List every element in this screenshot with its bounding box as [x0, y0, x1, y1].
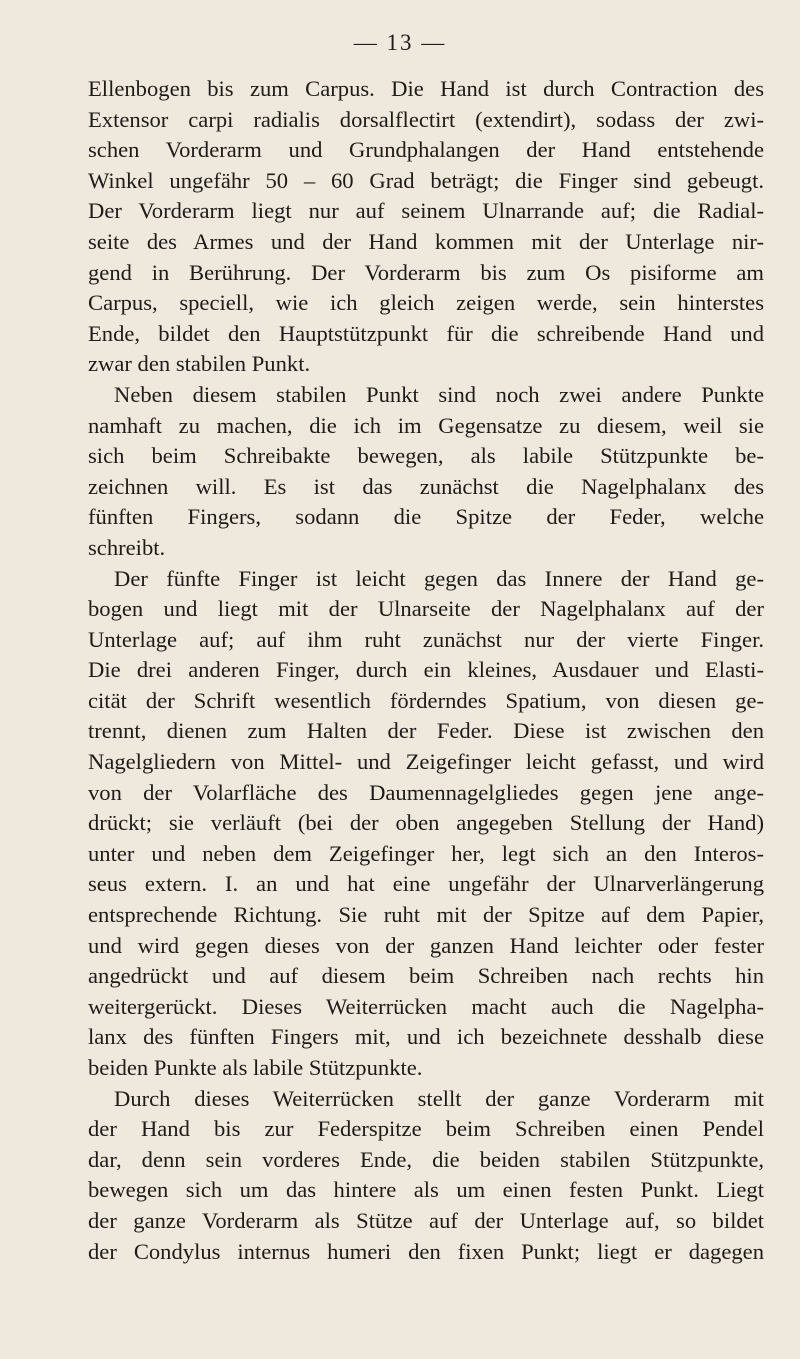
text-line: unter und neben dem Zeigefinger her, legt sich an den Interos-: [88, 840, 764, 866]
text-line: namhaft zu machen, die ich im Gegensatze zu diesem, weil sie: [88, 412, 764, 438]
text-line: von der Volarfläche des Daumennagelgliedes gegen jene ange-: [88, 779, 764, 805]
text-line: weitergerückt. Dieses Weiterrücken macht auch die Nagelpha-: [88, 993, 764, 1019]
text-line: Ellenbogen bis zum Carpus. Die Hand ist durch Contraction des: [88, 76, 764, 101]
text-line: sich beim Schreibakte bewegen, als labile Stützpunkte be-: [88, 443, 764, 469]
text-line: seus extern. I. an und hat eine ungefähr der Ulnarverlängerung: [88, 871, 764, 897]
text-line: Der fünfte Finger ist leicht gegen das Innere der Hand ge-: [114, 565, 764, 591]
text-line: Durch dieses Weiterrücken stellt der ganze Vorderarm mit: [114, 1085, 764, 1111]
text-line: zwar den stabilen Punkt.: [88, 351, 311, 377]
text-line: beiden Punkte als labile Stützpunkte.: [88, 1055, 423, 1080]
page-number: — 13 —: [353, 30, 447, 55]
text-line: Neben diesem stabilen Punkt sind noch zwei andere Punkte: [114, 381, 764, 407]
text-line: der ganze Vorderarm als Stütze auf der Unterlage auf, so bildet: [88, 1207, 764, 1233]
text-line: gend in Berührung. Der Vorderarm bis zum Os pisiforme am: [88, 259, 764, 285]
text-line: Die drei anderen Finger, durch ein kleines, Ausdauer und Elasti-: [88, 657, 764, 683]
text-line: bewegen sich um das hintere als um einen festen Punkt. Liegt: [88, 1177, 764, 1203]
text-line: Carpus, speciell, wie ich gleich zeigen werde, sein hinterstes: [88, 290, 764, 316]
text-line: Der Vorderarm liegt nur auf seinem Ulnarrande auf; die Radial-: [88, 198, 764, 224]
text-line: der Condylus internus humeri den fixen Punkt; liegt er dagegen: [88, 1238, 764, 1264]
text-line: und wird gegen dieses von der ganzen Hand leichter oder fester: [88, 932, 764, 958]
body-text: [88, 74, 764, 1267]
text-line: Nagelgliedern von Mittel- und Zeigefinger leicht gefasst, und wird: [88, 749, 764, 775]
text-line: Extensor carpi radialis dorsalflectirt (extendirt), sodass der zwi-: [88, 106, 764, 132]
text-line: Unterlage auf; auf ihm ruht zunächst nur der vierte Finger.: [88, 626, 764, 652]
text-line: lanx des fünften Fingers mit, und ich bezeichnete desshalb diese: [88, 1024, 764, 1050]
text-line: fünften Fingers, sodann die Spitze der Feder, welche: [88, 504, 764, 530]
text-line: trennt, dienen zum Halten der Feder. Diese ist zwischen den: [88, 718, 764, 744]
text-line: schen Vorderarm und Grundphalangen der Hand entstehende: [88, 137, 764, 163]
text-line: Ende, bildet den Hauptstützpunkt für die schreibende Hand und: [88, 320, 764, 346]
text-line: seite des Armes und der Hand kommen mit der Unterlage nir-: [88, 228, 764, 254]
text-line: dar, denn sein vorderes Ende, die beiden stabilen Stützpunkte,: [88, 1146, 764, 1172]
text-line: angedrückt und auf diesem beim Schreiben nach rechts hin: [88, 963, 764, 989]
text-line: Winkel ungefähr 50 – 60 Grad beträgt; die Finger sind gebeugt.: [88, 167, 764, 193]
text-line: drückt; sie verläuft (bei der oben angegeben Stellung der Hand): [88, 810, 764, 836]
text-line: cität der Schrift wesentlich förderndes Spatium, von diesen ge-: [88, 687, 764, 713]
text-line: bogen und liegt mit der Ulnarseite der Nagelphalanx auf der: [88, 596, 764, 622]
text-line: entsprechende Richtung. Sie ruht mit der Spitze auf dem Papier,: [88, 902, 764, 928]
text-line: schreibt.: [88, 534, 166, 560]
text-line: der Hand bis zur Federspitze beim Schreiben einen Pendel: [88, 1116, 764, 1142]
text-line: zeichnen will. Es ist das zunächst die Nagelphalanx des: [88, 473, 764, 499]
